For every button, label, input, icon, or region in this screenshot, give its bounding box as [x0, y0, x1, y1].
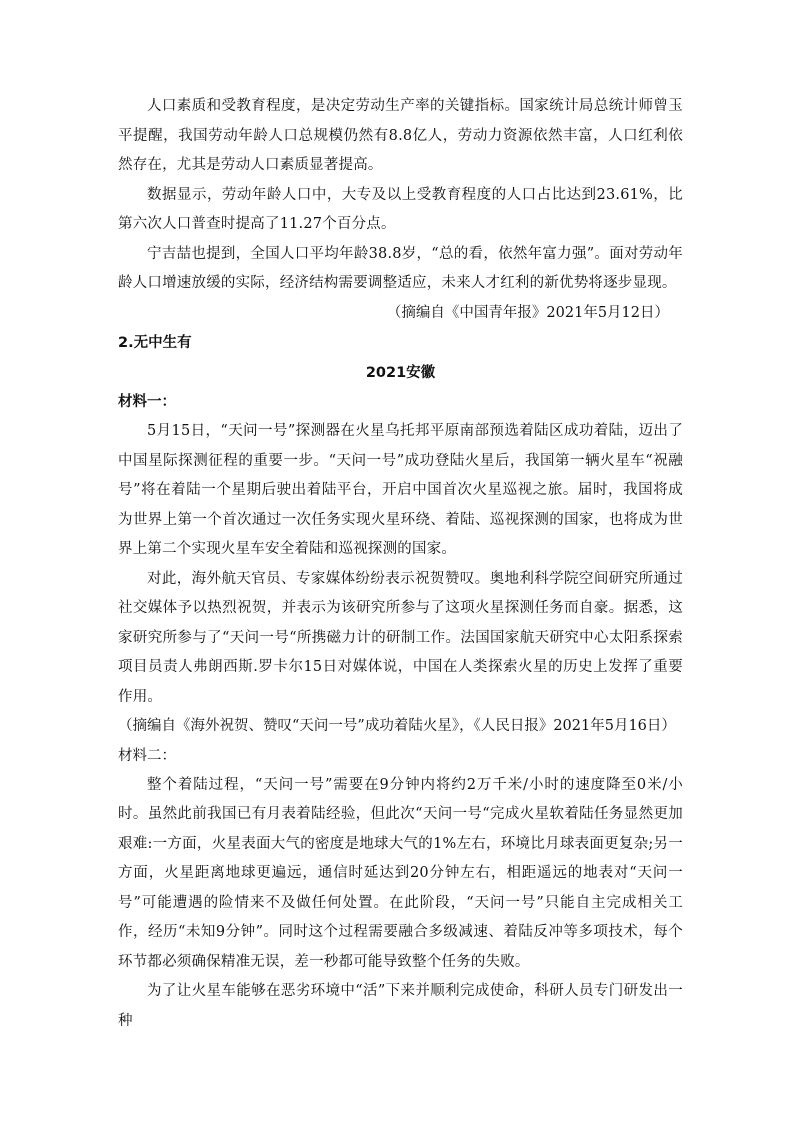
material2-paragraph-1: 整个着陆过程，“天问一号”需要在9分钟内将约2万千米/小时的速度降至0米/小时。虽然此前我国已有月表着陆经验，但此次“天问一号“完成火星软着陆任务显然更加艰难:一方面，火星表面大气的密度是地球大气的1%左右，环境比月球表面更复杂;另一方面，火星距离地球更遍远，通信时延达到20分钟左右，相距遥远的地表对“天问一号”可能遭遇的险情来不及做任何处置。在此阶段，“天问一号”只能自主完成相关工作，经历“未知9分钟”。同时这个过程需要融合多级减速、着陆反冲等多项技术，每个环节都必须确保精准无误，差一秒都可能导致整个任务的失败。: [118, 776, 683, 970]
section-subtitle: 2021安徽: [365, 365, 436, 381]
material1-paragraph-2: 对此，海外航天官员、专家媒体纷纷表示祝贺赞叹。奥地利科学院空间研究所通过社交媒体予以热烈祝贺，并表示为该研究所参与了这项火星探测任务而自豪。据悉，这家研究所参与了“天问一号“所携磁力计的研制工作。法国国家航天研究中心太阳系探索项目员责人弗朗西斯.罗卡尔15日对媒体说，中国在人类探索火星的历史上发挥了重要作用。: [118, 570, 683, 705]
material2-paragraph-2: 为了让火星车能够在恶劣环境中“活”下来并顺利完成使命，科研人员专门研发出一种: [118, 983, 683, 1029]
article1-source: （摘编自《中国青年报》2021年5月12日）: [386, 304, 669, 321]
article1-paragraph-3: 宁吉喆也提到，全国人口平均年龄38.8岁，“总的看，依然年富力强”。面对劳动年龄人口增速放缓的实际，经济结构需要调整适应，未来人才红利的新优势将逐步显现。: [118, 245, 683, 291]
material2-label: 材料二：: [118, 747, 176, 764]
section-title: 2.无中生有: [118, 335, 192, 351]
article1-paragraph-2: 数据显示，劳动年龄人口中，大专及以上受教育程度的人口占比达到23.61%，比第六次人口普查时提高了11.27个百分点。: [118, 186, 683, 232]
article1-paragraph-1: 人口素质和受教育程度，是决定劳动生产率的关键指标。国家统计局总统计师曾玉平提醒，我国劳动年龄人口总规模仍然有8.8亿人，劳动力资源依然丰富，人口红利依然存在，尤其是劳动人口素质显著提高。: [118, 98, 683, 173]
material1-source: （摘编自《海外祝贺、赞叹“天问一号”成功着陆火星》，《人民日报》2021年5月16日）: [118, 718, 676, 734]
document-page: [118, 92, 683, 1036]
material1-paragraph-1: 5月15日，“天问一号”探测器在火星乌托邦平原南部预选着陆区成功着陆，迈出了中国星际探测征程的重要一步。“天问一号”成功登陆火星后，我国第一辆火星车“祝融号”将在着陆一个星期后驶出着陆平台，开启中国首次火星巡视之旅。届时，我国将成为世界上第一个首次通过一次任务实现火星环绕、着陆、巡视探测的国家，也将成为世界上第二个实现火星车安全着陆和巡视探测的国家。: [118, 423, 683, 557]
material1-label: 材料一：: [118, 394, 176, 410]
